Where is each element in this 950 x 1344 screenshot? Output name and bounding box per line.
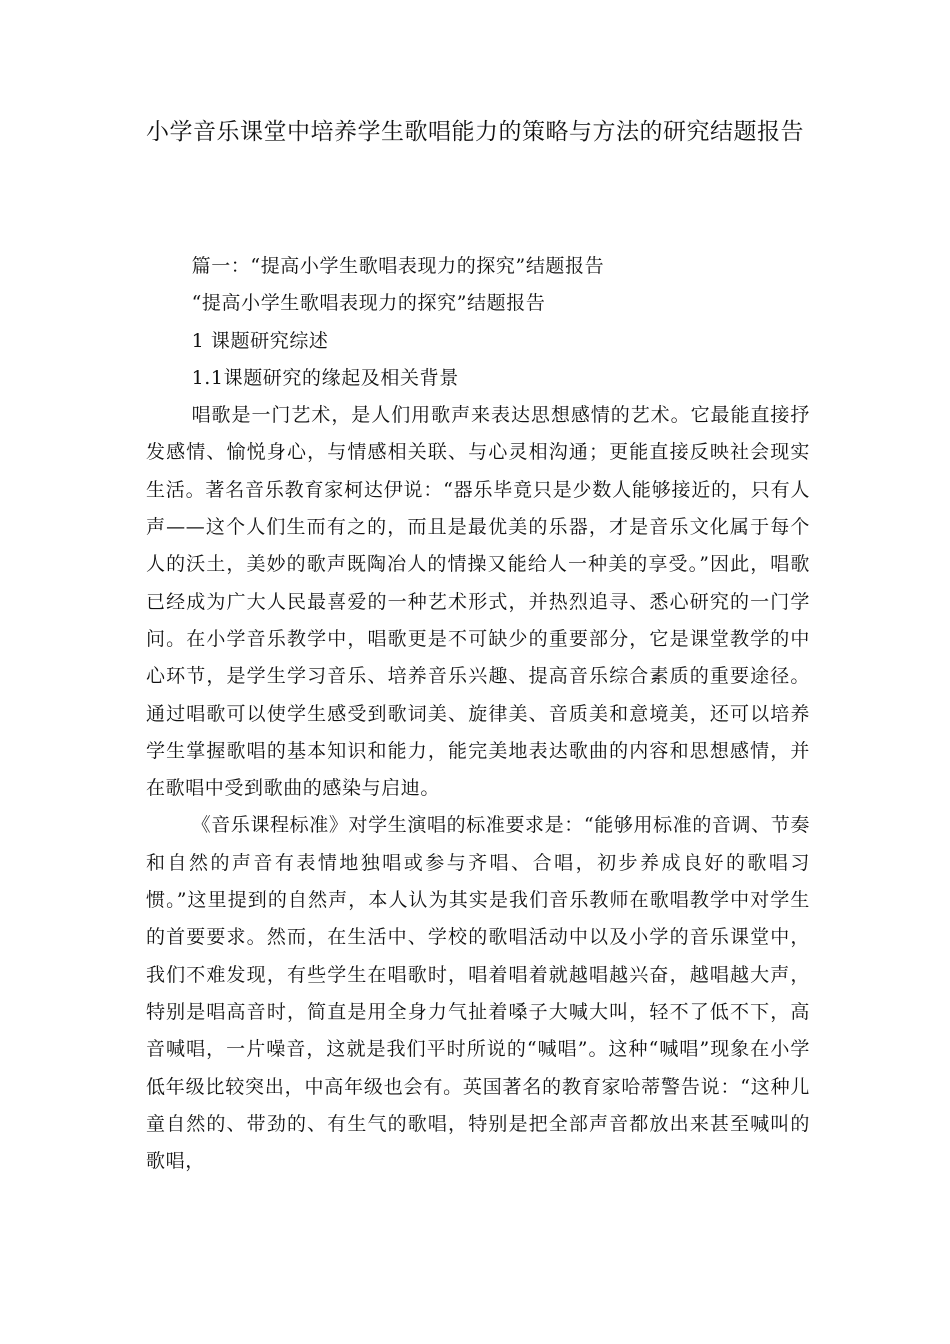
document-title: 小学音乐课堂中培养学生歌唱能力的策略与方法的研究结题报告 [146, 119, 804, 145]
report-heading: “提高小学生歌唱表现力的探究”结题报告 [191, 292, 546, 315]
paragraph: 唱歌是一门艺术，是人们用歌声来表达思想感情的艺术。它最能直接抒发感情、愉悦身心，与情感相关联、与心灵相沟通；更能直接反映社会现实生活。著名音乐教育家柯达伊说：“器乐毕竟只是少数人能够接近的，只有人声——这个人们生而有之的，而且是最优美的乐器，才是音乐文化属于每个人的沃土，美妙的歌声既陶冶人的情操又能给人一种美的享受。”因此，唱歌已经成为广大人民最喜爱的一种艺术形式，并热烈追寻、悉心研究的一门学问。在小学音乐教学中，唱歌更是不可缺少的重要部分，它是课堂教学的中心环节，是学生学习音乐、培养音乐兴趣、提高音乐综合素质的重要途径。通过唱歌可以使学生感受到歌词美、旋律美、音质美和意境美，还可以培养学生掌握歌唱的基本知识和能力，能完美地表达歌曲的内容和思想感情，并在歌唱中受到歌曲的感染与启迪。 [146, 404, 810, 800]
subsection-heading: 1.1课题研究的缘起及相关背景 [191, 366, 459, 389]
part-heading: 篇一：“提高小学生歌唱表现力的探究”结题报告 [191, 255, 605, 277]
section-heading: 1 课题研究综述 [191, 329, 329, 352]
paragraph: 《音乐课程标准》对学生演唱的标准要求是：“能够用标准的音调、节奏和自然的声音有表情地独唱或参与齐唱、合唱，初步养成良好的歌唱习惯。”这里提到的自然声，本人认为其实是我们音乐教师在歌唱教学中对学生的首要要求。然而，在生活中、学校的歌唱活动中以及小学的音乐课堂中，我们不难发现，有些学生在唱歌时，唱着唱着就越唱越兴奋，越唱越大声，特别是唱高音时，简直是用全身力气扯着嗓子大喊大叫，轻不了低不下，高音喊唱，一片噪音，这就是我们平时所说的“喊唱”。这种“喊唱”现象在小学低年级比较突出，中高年级也会有。英国著名的教育家哈蒂警告说：“这种儿童自然的、带劲的、有生气的歌唱，特别是把全部声音都放出来甚至喊叫的歌唱， [146, 814, 810, 1173]
document-body [146, 248, 810, 1180]
